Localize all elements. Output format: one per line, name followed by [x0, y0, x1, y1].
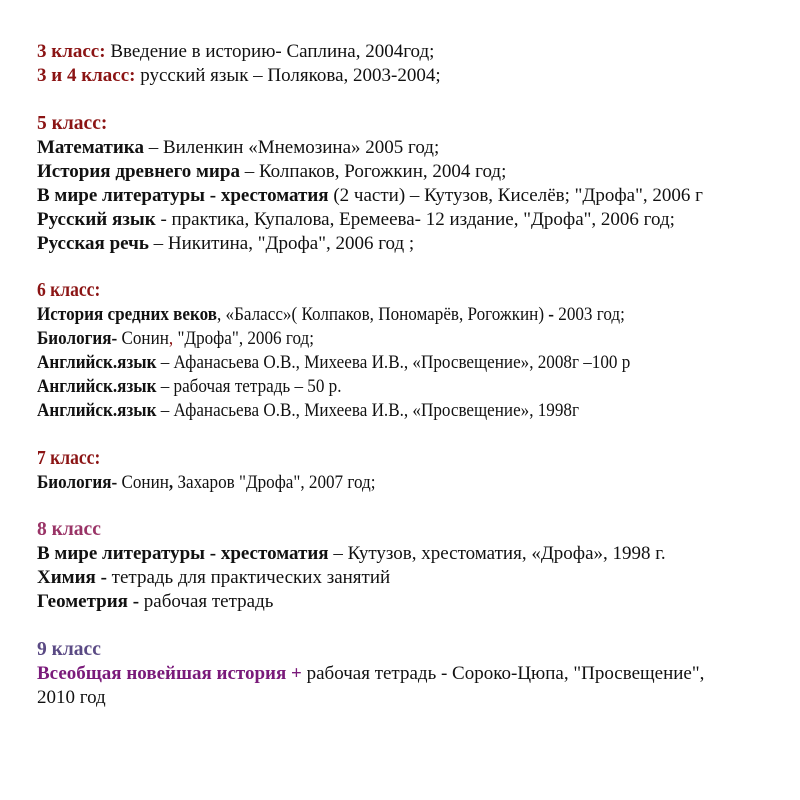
- paragraph-spacer: [37, 88, 787, 112]
- bold-label: Математика: [37, 136, 144, 158]
- grade-heading: [37, 279, 712, 303]
- grade-heading: [37, 447, 712, 471]
- entry-text: – рабочая тетрадь – 50 р.: [156, 376, 342, 397]
- grade-heading: [37, 638, 787, 662]
- book-entry: [37, 375, 712, 399]
- book-entry: [37, 184, 787, 208]
- bold-label: 8 класс: [37, 519, 101, 540]
- book-entry: [37, 136, 787, 160]
- book-entry: [37, 327, 712, 351]
- book-entry: [37, 662, 787, 686]
- book-entry: [37, 303, 712, 327]
- grade-section: [37, 40, 787, 88]
- entry-text: "Дрофа", 2006 год;: [173, 328, 314, 349]
- entry-text: ,: [168, 328, 174, 349]
- bold-label: Английск.язык: [37, 352, 157, 373]
- entry-text: тетрадь для практических занятий: [111, 567, 391, 588]
- entry-text: рабочая тетрадь - Сороко-Цюпа, "Просвещение",: [306, 662, 705, 684]
- bold-label: Биология-: [37, 328, 118, 349]
- entry-text: – Кутузов, хрестоматия, «Дрофа», 1998 г.: [328, 543, 666, 564]
- entry-text: (2 части) – Кутузов, Киселёв; "Дрофа", 2006 г: [328, 184, 703, 206]
- bold-label: 3 класс:: [37, 41, 111, 62]
- book-entry: [37, 351, 712, 375]
- book-entry: [37, 64, 787, 88]
- book-entry: [37, 232, 787, 256]
- grade-heading: [37, 518, 787, 542]
- entry-text: – Виленкин «Мнемозина» 2005 год;: [143, 136, 440, 158]
- entry-text: русский язык – Полякова, 2003-2004;: [140, 65, 441, 86]
- bold-label: ,: [168, 471, 174, 493]
- bold-label: 7 класс:: [37, 447, 101, 469]
- entry-text: – Колпаков, Рогожкин, 2004 год;: [239, 160, 507, 182]
- bold-label: В мире литературы - хрестоматия: [37, 543, 329, 564]
- entry-text: – Афанасьева О.В., Михеева И.В., «Просвещение», 2008г –100 р: [156, 352, 631, 373]
- grade-heading: [37, 112, 787, 136]
- bold-label: Русский язык: [37, 208, 156, 230]
- bold-label: Английск.язык: [37, 400, 157, 421]
- book-entry: [37, 590, 787, 614]
- paragraph-spacer: [37, 423, 787, 447]
- grade-section: [37, 112, 787, 256]
- paragraph-spacer: [37, 256, 787, 280]
- entry-text: рабочая тетрадь: [143, 591, 274, 612]
- grade-section: [37, 279, 787, 423]
- entry-text: 2003 год;: [553, 304, 625, 325]
- bold-label: 9 класс: [37, 638, 101, 660]
- entry-text: Захаров "Дрофа", 2007 год;: [173, 471, 376, 493]
- entry-text: – Никитина, "Дрофа", 2006 год ;: [148, 232, 415, 254]
- book-entry: [37, 160, 787, 184]
- bold-label: Русская речь: [37, 232, 149, 254]
- entry-text: Введение в историю- Саплина, 2004год;: [110, 41, 435, 62]
- bold-label: 6 класс:: [37, 280, 101, 301]
- bold-label: Всеобщая новейшая история +: [37, 662, 307, 684]
- bold-label: Биология-: [37, 471, 118, 493]
- entry-text: , «Баласс»( Колпаков, Пономарёв, Рогожкин): [216, 304, 549, 325]
- book-entry: [37, 208, 787, 232]
- entry-text: 2010 год: [37, 686, 106, 708]
- book-entry: [37, 471, 712, 495]
- book-entry: [37, 542, 787, 566]
- bold-label: Английск.язык: [37, 376, 157, 397]
- bold-label: Химия -: [37, 567, 112, 588]
- book-entry: [37, 566, 787, 590]
- bold-label: История древнего мира: [37, 160, 240, 182]
- book-entry: [37, 40, 787, 64]
- book-entry: [37, 399, 712, 423]
- book-entry: [37, 686, 787, 710]
- document-body: [37, 40, 787, 710]
- bold-label: 5 класс:: [37, 112, 108, 134]
- entry-text: Сонин: [117, 328, 169, 349]
- entry-text: – Афанасьева О.В., Михеева И.В., «Просвещение», 1998г: [156, 400, 579, 421]
- entry-text: - практика, Купалова, Еремеева- 12 издание, "Дрофа", 2006 год;: [155, 208, 675, 230]
- grade-section: [37, 638, 787, 710]
- grade-section: [37, 518, 787, 614]
- bold-label: История средних веков: [37, 304, 217, 325]
- bold-label: -: [548, 304, 554, 325]
- paragraph-spacer: [37, 495, 787, 519]
- entry-text: Сонин: [117, 471, 169, 493]
- paragraph-spacer: [37, 614, 787, 638]
- grade-section: [37, 447, 787, 495]
- bold-label: 3 и 4 класс:: [37, 65, 141, 86]
- bold-label: Геометрия -: [37, 591, 144, 612]
- bold-label: В мире литературы - хрестоматия: [37, 184, 329, 206]
